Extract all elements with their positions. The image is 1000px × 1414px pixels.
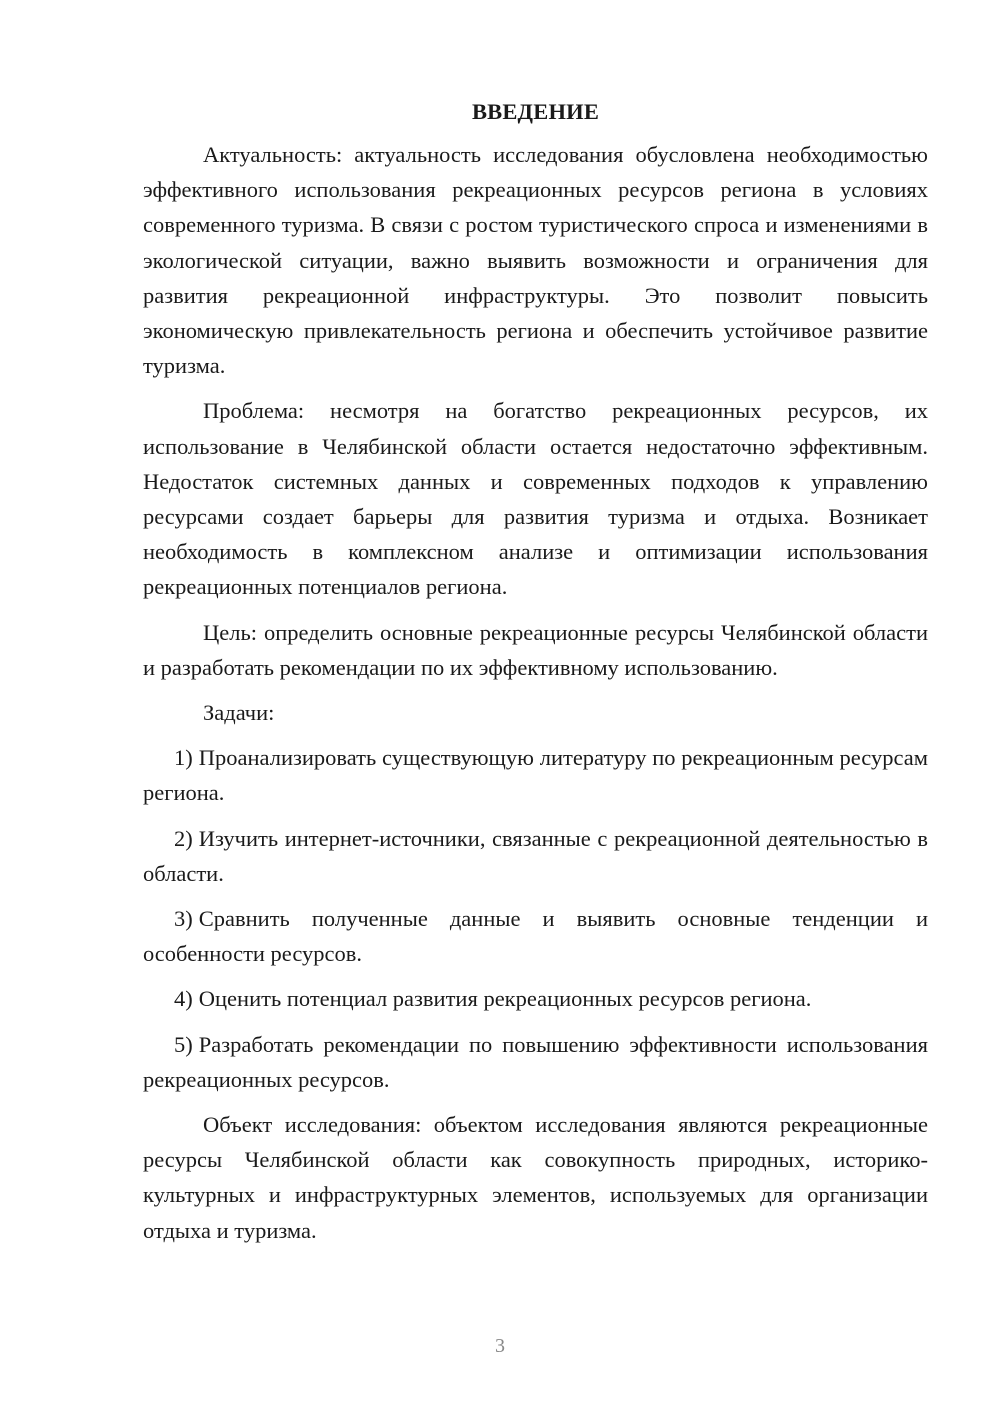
list-item-text: Разработать рекомендации по повышению эффективности использования рекреационных ресурсов. xyxy=(143,1031,928,1092)
tasks-heading: Задачи: xyxy=(203,700,275,726)
list-item xyxy=(143,901,928,971)
tasks-list xyxy=(143,740,928,1097)
section-title: ВВЕДЕНИЕ xyxy=(471,99,600,124)
list-item-number: 5) xyxy=(174,1031,193,1057)
paragraph-goal: Цель: определить основные рекреационные ресурсы Челябинской области и разработать рекомендации по их эффективному использованию. xyxy=(143,619,928,680)
paragraph-object: Объект исследования: объектом исследования являются рекреационные ресурсы Челябинской области как совокупность природных, историко-культурных и инфраструктурных элементов, используемых для организации отдыха и туризма. xyxy=(143,1112,928,1243)
paragraph-problem: Проблема: несмотря на богатство рекреационных ресурсов, их использование в Челябинской области остается недостаточно эффективным. Недостаток системных данных и современных подходов к управлению ресурсами создает барьеры для развития туризма и отдыха. Возникает необходимость в комплексном анализе и оптимизации использования рекреационных потенциалов региона. xyxy=(143,398,928,600)
list-item-number: 1) xyxy=(174,745,193,771)
list-item-number: 3) xyxy=(174,906,193,932)
list-item-text: Проанализировать существующую литературу по рекреационным ресурсам региона. xyxy=(143,745,928,806)
list-item-text: Сравнить полученные данные и выявить основные тенденции и особенности ресурсов. xyxy=(143,906,928,967)
list-item xyxy=(143,981,928,1016)
list-item-number: 2) xyxy=(174,825,193,851)
document-page xyxy=(143,94,928,1258)
page-number: 3 xyxy=(495,1335,505,1357)
list-item-number: 4) xyxy=(174,986,193,1012)
list-item xyxy=(143,740,928,810)
list-item-text: Изучить интернет-источники, связанные с рекреационной деятельностью в области. xyxy=(143,825,928,886)
list-item xyxy=(143,1027,928,1097)
paragraph-relevance: Актуальность: актуальность исследования обусловлена необходимостью эффективного использования рекреационных ресурсов региона в условиях современного туризма. В связи с ростом туристического спроса и изменениями в экологической ситуации, важно выявить возможности и ограничения для развития рекреационной инфраструктуры. Это позволит повысить экономическую привлекательность региона и обеспечить устойчивое развитие туризма. xyxy=(143,142,928,379)
list-item-text: Оценить потенциал развития рекреационных ресурсов региона. xyxy=(198,986,812,1012)
list-item xyxy=(143,821,928,891)
